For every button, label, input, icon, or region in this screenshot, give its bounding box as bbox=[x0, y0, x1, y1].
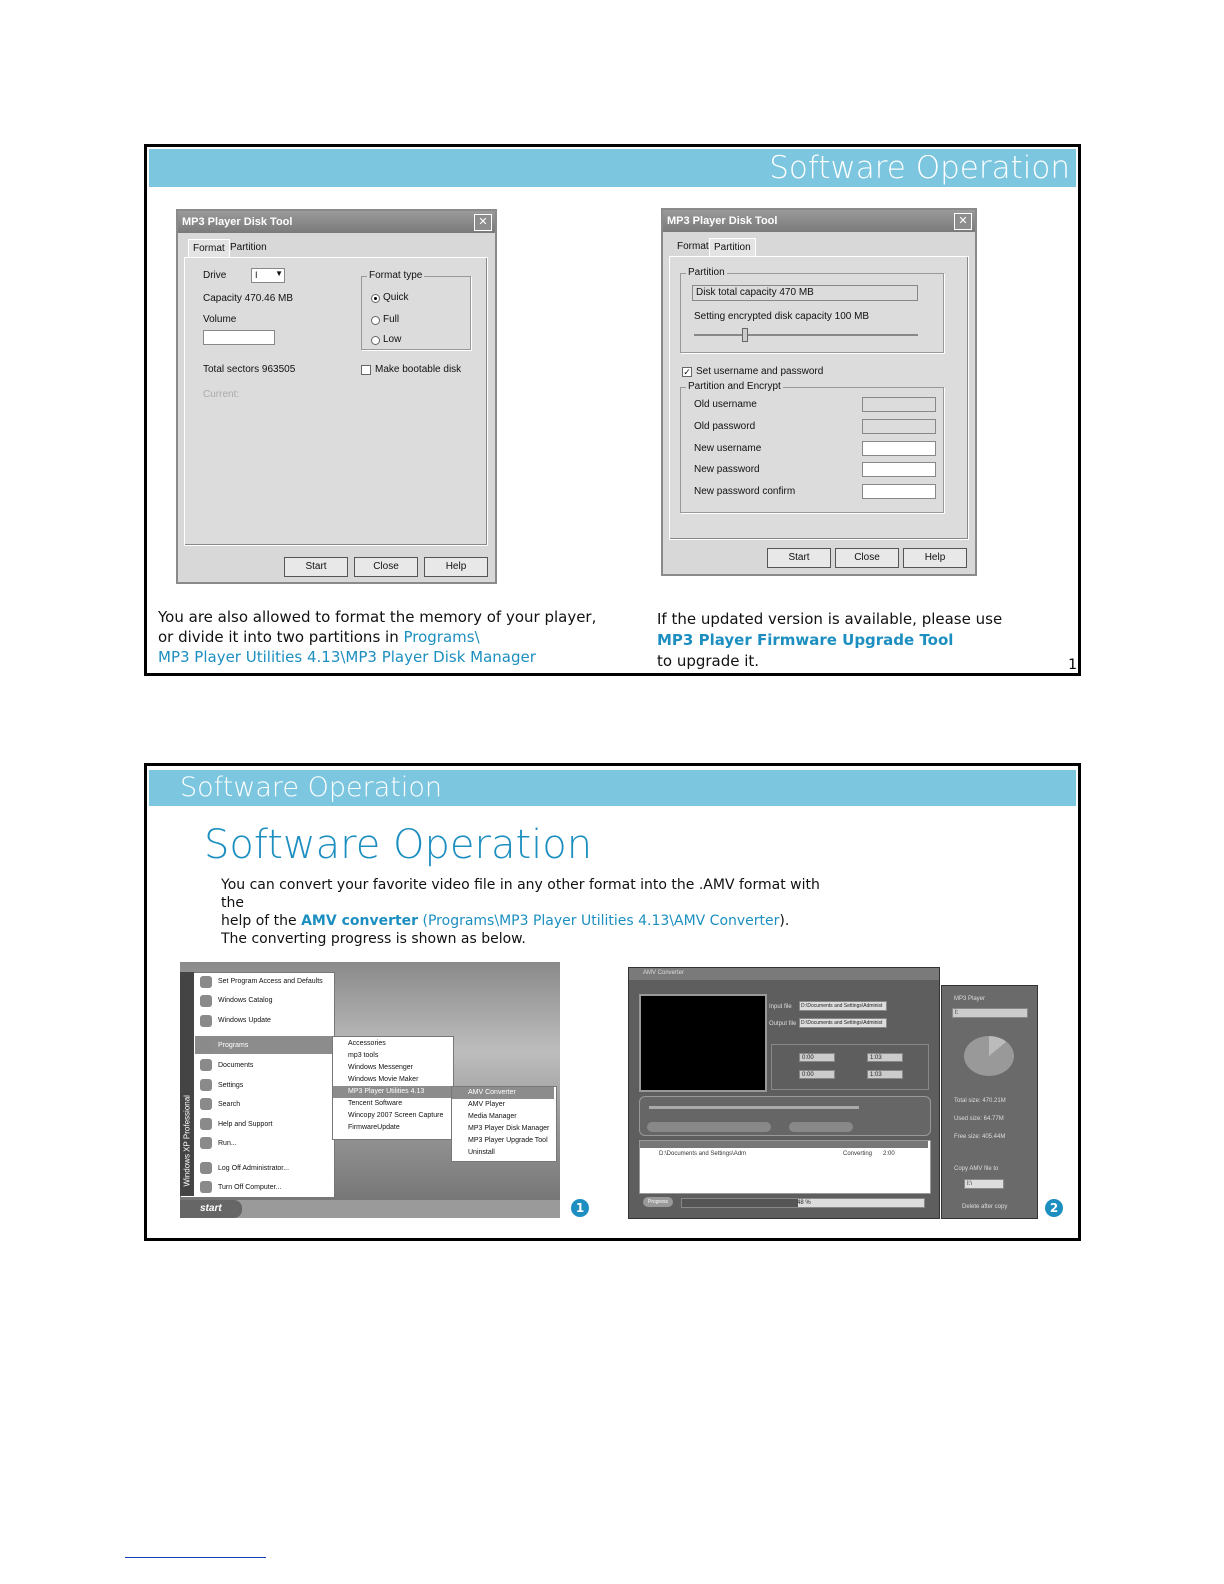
output-file-label: Output file bbox=[769, 1021, 797, 1027]
amv-converter-name: AMV converter bbox=[301, 913, 419, 929]
menu-item-settings[interactable]: Settings bbox=[218, 1082, 244, 1089]
right-caption bbox=[657, 609, 1057, 672]
bootable-checkbox[interactable] bbox=[361, 365, 371, 375]
utility-media-manager[interactable]: Media Manager bbox=[468, 1113, 517, 1120]
search-icon bbox=[200, 1098, 212, 1110]
encrypt-group-label: Partition and Encrypt bbox=[688, 381, 781, 392]
menu-item-programs[interactable]: Programs bbox=[218, 1042, 249, 1049]
dialog-titlebar: MP3 Player Disk Tool bbox=[178, 211, 495, 233]
low-radio[interactable] bbox=[371, 336, 380, 345]
copy-path-field[interactable]: I:\ bbox=[964, 1179, 1004, 1189]
utility-disk-manager[interactable]: MP3 Player Disk Manager bbox=[468, 1125, 550, 1132]
badge-one: 1 bbox=[571, 1199, 589, 1217]
page-number: 1 bbox=[1068, 657, 1077, 673]
volume-input[interactable] bbox=[203, 330, 275, 345]
row-path: D:\Documents and Settings\Adm bbox=[659, 1151, 747, 1157]
quick-radio[interactable] bbox=[371, 294, 380, 303]
submenu-mp3-utilities[interactable]: MP3 Player Utilities 4.13 bbox=[348, 1088, 425, 1095]
programs-path: Programs\ bbox=[403, 628, 480, 646]
new-username-input[interactable] bbox=[862, 441, 936, 456]
file-list-header bbox=[640, 1141, 928, 1148]
encrypted-capacity-text: Setting encrypted disk capacity 100 MB bbox=[694, 311, 870, 322]
band-title: Software Operation bbox=[180, 772, 442, 803]
slide-title: Software Operation bbox=[769, 150, 1070, 186]
progress-track bbox=[681, 1198, 925, 1208]
mp3-player-side-panel bbox=[941, 985, 1038, 1219]
tab-partition-encrypt[interactable]: Partition bbox=[709, 238, 756, 257]
playback-controls[interactable] bbox=[647, 1122, 771, 1132]
slide-2 bbox=[144, 763, 1081, 1241]
partition-panel bbox=[669, 256, 969, 540]
disk-tool-format-dialog bbox=[176, 209, 497, 584]
new-password-input[interactable] bbox=[862, 462, 936, 477]
intro-line3: The converting progress is shown as below. bbox=[221, 931, 526, 947]
windows-update-icon bbox=[200, 1015, 212, 1027]
utility-amv-converter[interactable]: AMV Converter bbox=[468, 1089, 516, 1096]
firmware-tool-name: MP3 Player Firmware Upgrade Tool bbox=[657, 631, 954, 649]
close-icon[interactable]: ✕ bbox=[954, 213, 972, 230]
convert-controls[interactable] bbox=[789, 1122, 853, 1132]
disk-tool-partition-dialog bbox=[661, 208, 977, 576]
set-user-label: Set username and password bbox=[696, 366, 824, 377]
total-sectors-text: Total sectors 963505 bbox=[203, 364, 296, 375]
settings-icon bbox=[200, 1079, 212, 1091]
chevron-down-icon: ▼ bbox=[275, 269, 283, 278]
format-type-label: Format type bbox=[369, 270, 423, 281]
help-button[interactable]: Help bbox=[424, 557, 488, 577]
progress-fill bbox=[682, 1199, 798, 1207]
new-username-label: New username bbox=[694, 443, 762, 454]
left-caption-line1: You are also allowed to format the memory of your player, bbox=[158, 608, 597, 626]
disk-manager-path: MP3 Player Utilities 4.13\MP3 Player Disk Manager bbox=[158, 648, 536, 666]
right-caption-line1: If the updated version is available, please use bbox=[657, 610, 1003, 628]
menu-item-search[interactable]: Search bbox=[218, 1101, 241, 1108]
page-heading: Software Operation bbox=[204, 822, 593, 868]
time-settings-box bbox=[771, 1044, 929, 1090]
side-header: MP3 Player bbox=[954, 996, 986, 1002]
tab-format[interactable]: Format bbox=[677, 241, 709, 252]
menu-item-windows-update[interactable]: Windows Update bbox=[218, 1017, 271, 1024]
free-size: Free size: 405.44M bbox=[954, 1134, 1006, 1140]
disk-usage-pie bbox=[964, 1036, 1014, 1076]
drive-value: I bbox=[255, 270, 258, 280]
submenu-mp3-tools[interactable]: mp3 tools bbox=[348, 1052, 379, 1059]
help-icon bbox=[200, 1118, 212, 1130]
full-label: Full bbox=[383, 314, 400, 325]
power-icon bbox=[200, 1181, 212, 1193]
s-time-field[interactable]: 0:00 bbox=[799, 1053, 835, 1062]
disk-total-text: Disk total capacity 470 MB bbox=[696, 287, 814, 298]
delete-label[interactable]: Delete after copy bbox=[962, 1204, 1008, 1210]
utility-upgrade-tool[interactable]: MP3 Player Upgrade Tool bbox=[468, 1137, 548, 1144]
close-button[interactable]: Close bbox=[354, 557, 418, 577]
start-menu-screenshot bbox=[180, 962, 560, 1218]
drive-label: Drive bbox=[203, 270, 227, 281]
quick-label: Quick bbox=[383, 292, 409, 303]
intro-line1: You can convert your favorite video file in any other format into the .AMV format with the bbox=[221, 877, 820, 911]
documents-icon bbox=[200, 1059, 212, 1071]
submenu-firmware[interactable]: FirmwareUpdate bbox=[348, 1124, 400, 1131]
amv-title: AMV Converter bbox=[643, 970, 685, 976]
capacity-slider-track[interactable] bbox=[694, 334, 918, 336]
total-size: Total size: 470.21M bbox=[954, 1098, 1006, 1104]
xp-side-text: Windows XP Professional bbox=[182, 1095, 192, 1187]
drive-select[interactable] bbox=[251, 268, 285, 283]
capacity-slider-thumb[interactable] bbox=[742, 328, 748, 342]
partition-label: Partition bbox=[688, 267, 725, 278]
submenu-wincopy[interactable]: Wincopy 2007 Screen Capture bbox=[348, 1112, 444, 1119]
tab-partition-encrypt[interactable]: Partition bbox=[230, 242, 267, 253]
old-password-input[interactable] bbox=[862, 419, 936, 434]
dialog-titlebar: MP3 Player Disk Tool bbox=[663, 210, 975, 232]
progress-button[interactable]: Progress bbox=[643, 1197, 673, 1207]
input-file-field[interactable]: D:\Documents and Settings\Administ bbox=[799, 1001, 887, 1011]
utility-amv-player[interactable]: AMV Player bbox=[468, 1101, 505, 1108]
menu-item-log-off[interactable]: Log Off Administrator... bbox=[218, 1165, 290, 1172]
menu-item-help[interactable]: Help and Support bbox=[218, 1121, 273, 1128]
intro-text bbox=[221, 876, 841, 948]
programs-icon bbox=[200, 1039, 212, 1051]
used-size: Used size: 64.77M bbox=[954, 1116, 1004, 1122]
menu-item-program-access[interactable]: Set Program Access and Defaults bbox=[218, 978, 323, 985]
file-list bbox=[639, 1140, 931, 1194]
right-caption-line3: to upgrade it. bbox=[657, 652, 760, 670]
volume-label: Volume bbox=[203, 314, 237, 325]
menu-item-turn-off[interactable]: Turn Off Computer... bbox=[218, 1184, 282, 1191]
amv-path: (Programs\MP3 Player Utilities 4.13\AMV Converter bbox=[418, 913, 780, 929]
start-button[interactable]: Start bbox=[284, 557, 348, 577]
format-panel bbox=[184, 257, 488, 546]
new-password-confirm-label: New password confirm bbox=[694, 486, 796, 497]
set-user-checkbox[interactable]: ✓ bbox=[683, 367, 691, 377]
a-time-field[interactable]: 0:00 bbox=[799, 1070, 835, 1079]
tab-format[interactable]: Format bbox=[188, 239, 230, 258]
left-caption bbox=[158, 607, 628, 667]
slide-1 bbox=[144, 144, 1081, 676]
submenu-movie-maker[interactable]: Windows Movie Maker bbox=[348, 1076, 419, 1083]
bootable-label: Make bootable disk bbox=[375, 364, 462, 375]
full-radio[interactable] bbox=[371, 316, 380, 325]
progress-text: 48 % bbox=[797, 1200, 811, 1206]
close-button[interactable]: Close bbox=[835, 548, 899, 568]
output-file-field[interactable]: D:\Documents and Settings\Administ bbox=[799, 1018, 887, 1028]
menu-item-documents[interactable]: Documents bbox=[218, 1062, 254, 1069]
badge-two: 2 bbox=[1045, 1199, 1063, 1217]
programs-highlight bbox=[195, 1036, 332, 1054]
old-username-input[interactable] bbox=[862, 397, 936, 412]
help-button[interactable]: Help bbox=[903, 548, 967, 568]
t-time-field[interactable]: 1:03 bbox=[867, 1070, 903, 1079]
e-time-field[interactable]: 1:03 bbox=[867, 1053, 903, 1062]
amv-converter-screenshot bbox=[628, 967, 940, 1219]
new-password-label: New password bbox=[694, 464, 760, 475]
submenu-tencent[interactable]: Tencent Software bbox=[348, 1100, 403, 1107]
submenu-accessories[interactable]: Accessories bbox=[348, 1040, 386, 1047]
seek-bar[interactable] bbox=[649, 1106, 859, 1109]
utility-uninstall[interactable]: Uninstall bbox=[468, 1149, 495, 1156]
start-button[interactable]: start bbox=[180, 1200, 242, 1218]
close-icon[interactable]: ✕ bbox=[474, 214, 492, 231]
footnote-rule bbox=[125, 1557, 266, 1558]
low-label: Low bbox=[383, 334, 402, 345]
input-file-label: Input file bbox=[769, 1004, 792, 1010]
video-preview bbox=[639, 994, 767, 1092]
copy-label[interactable]: Copy AMV file to bbox=[954, 1166, 999, 1172]
menu-item-run[interactable]: Run... bbox=[218, 1140, 237, 1147]
row-time: 2:00 bbox=[883, 1151, 895, 1157]
start-button[interactable]: Start bbox=[767, 548, 831, 568]
menu-item-catalog[interactable]: Windows Catalog bbox=[218, 997, 273, 1004]
submenu-messenger[interactable]: Windows Messenger bbox=[348, 1064, 413, 1071]
old-username-label: Old username bbox=[694, 399, 757, 410]
disk-total-field bbox=[692, 285, 918, 301]
intro-line2: help of the AMV converter (Programs\MP3 Player Utilities 4.13\AMV Converter). bbox=[221, 913, 790, 929]
capacity-text: Capacity 470.46 MB bbox=[203, 293, 294, 304]
side-drive-select[interactable]: I: bbox=[952, 1008, 1028, 1018]
current-label: Current: bbox=[203, 389, 240, 400]
run-icon bbox=[200, 1137, 212, 1149]
new-password-confirm-input[interactable] bbox=[862, 484, 936, 499]
row-status: Converting bbox=[843, 1151, 873, 1157]
old-password-label: Old password bbox=[694, 421, 756, 432]
left-caption-line2: or divide it into two partitions in Programs\ bbox=[158, 628, 480, 646]
program-access-icon bbox=[200, 976, 212, 988]
catalog-icon bbox=[200, 995, 212, 1007]
log-off-icon bbox=[200, 1162, 212, 1174]
